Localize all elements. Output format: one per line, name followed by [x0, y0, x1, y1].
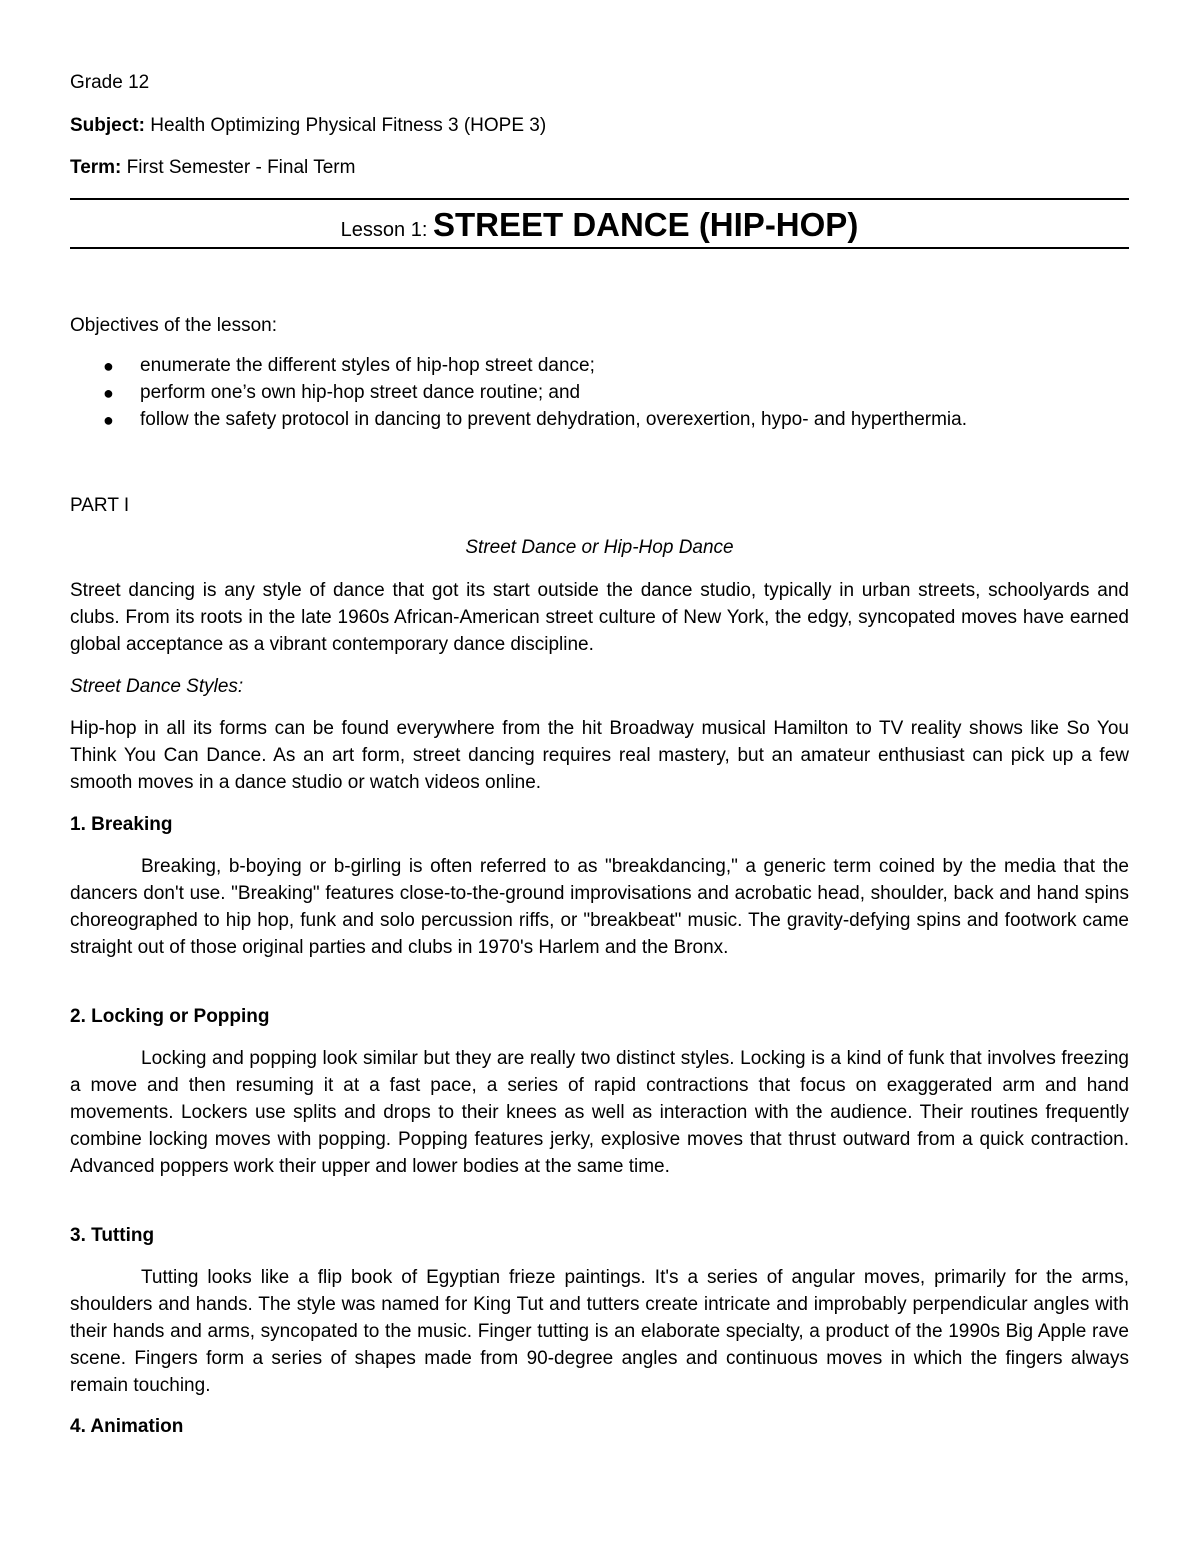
part-label: PART I [70, 495, 130, 516]
breaking-heading: 1. Breaking [70, 814, 173, 835]
bullet-icon: ● [103, 356, 114, 376]
locking-heading: 2. Locking or Popping [70, 1006, 270, 1027]
bullet-icon: ● [103, 383, 114, 403]
title-bottom-rule [70, 247, 1129, 249]
term-value: First Semester - Final Term [121, 157, 356, 178]
term-label: Term: [70, 157, 122, 178]
objectives-list [70, 354, 967, 435]
title-top-rule [70, 198, 1129, 200]
objective-item [70, 408, 967, 435]
intro-paragraph: Street dancing is any style of dance that got its start outside the dance studio, typically in urban streets, schoolyards and clubs. From its roots in the late 1960s African-American street culture of New York, the edgy, syncopated moves have earned global acceptance as a vibrant contemporary dance discipline. [70, 580, 1129, 655]
styles-heading: Street Dance Styles: [70, 676, 244, 697]
lesson-name: STREET DANCE (HIP-HOP) [432, 206, 859, 243]
subject-label: Subject: [70, 115, 145, 136]
breaking-paragraph: Breaking, b-boying or b-girling is often referred to as "breakdancing," a generic term coined by the media that the dancers don't use. "Breaking" features close-to-the-ground improvisations and acrobatic head, shoulder, back and hand spins choreographed to hip hop, funk and solo percussion riffs, or "breakbeat" music. The gravity-defying spins and footwork came straight out of those original parties and clubs in 1970's Harlem and the Bronx. [70, 856, 1129, 958]
term-line [70, 156, 355, 180]
locking-paragraph: Locking and popping look similar but they are really two distinct styles. Locking is a kind of funk that involves freezing a move and then resuming it at a fast pace, a series of rapid contractions that focus on exaggerated arm and hand movements. Lockers use splits and drops to their knees as well as interaction with the audience. Their routines frequently combine locking moves with popping. Popping features jerky, explosive moves that thrust outward from a quick contraction. Advanced poppers work their upper and lower bodies at the same time. [70, 1048, 1129, 1177]
tutting-heading: 3. Tutting [70, 1225, 155, 1246]
grade-line: Grade 12 [70, 72, 150, 93]
subject-line [70, 114, 546, 138]
lesson-title [70, 206, 1129, 244]
objective-item [70, 381, 967, 408]
subject-value: Health Optimizing Physical Fitness 3 (HOPE 3) [144, 115, 547, 136]
tutting-paragraph: Tutting looks like a flip book of Egyptian frieze paintings. It's a series of angular moves, primarily for the arms, shoulders and hands. The style was named for King Tut and tutters create intricate and improbably perpendicular angles with their hands and arms, syncopated to the music. Finger tutting is an elaborate specialty, a product of the 1990s Big Apple rave scene. Fingers form a series of shapes made from 90-degree angles and continuous moves in which the fingers always remain touching. [70, 1267, 1129, 1396]
objective-text: follow the safety protocol in dancing to prevent dehydration, overexertion, hypo- and hyperthermia. [140, 409, 967, 430]
animation-heading: 4. Animation [70, 1416, 184, 1437]
objectives-heading: Objectives of the lesson: [70, 315, 277, 336]
lesson-prefix: Lesson 1: [340, 219, 433, 241]
objective-item [70, 354, 967, 381]
styles-intro-paragraph: Hip-hop in all its forms can be found everywhere from the hit Broadway musical Hamilton to TV reality shows like So You Think You Can Dance. As an art form, street dancing requires real mastery, but an amateur enthusiast can pick up a few smooth moves in a dance studio or watch videos online. [70, 718, 1129, 793]
objective-text: perform one’s own hip-hop street dance routine; and [140, 382, 581, 403]
section-title: Street Dance or Hip-Hop Dance [465, 537, 734, 558]
objective-text: enumerate the different styles of hip-hop street dance; [140, 355, 595, 376]
bullet-icon: ● [103, 410, 114, 430]
